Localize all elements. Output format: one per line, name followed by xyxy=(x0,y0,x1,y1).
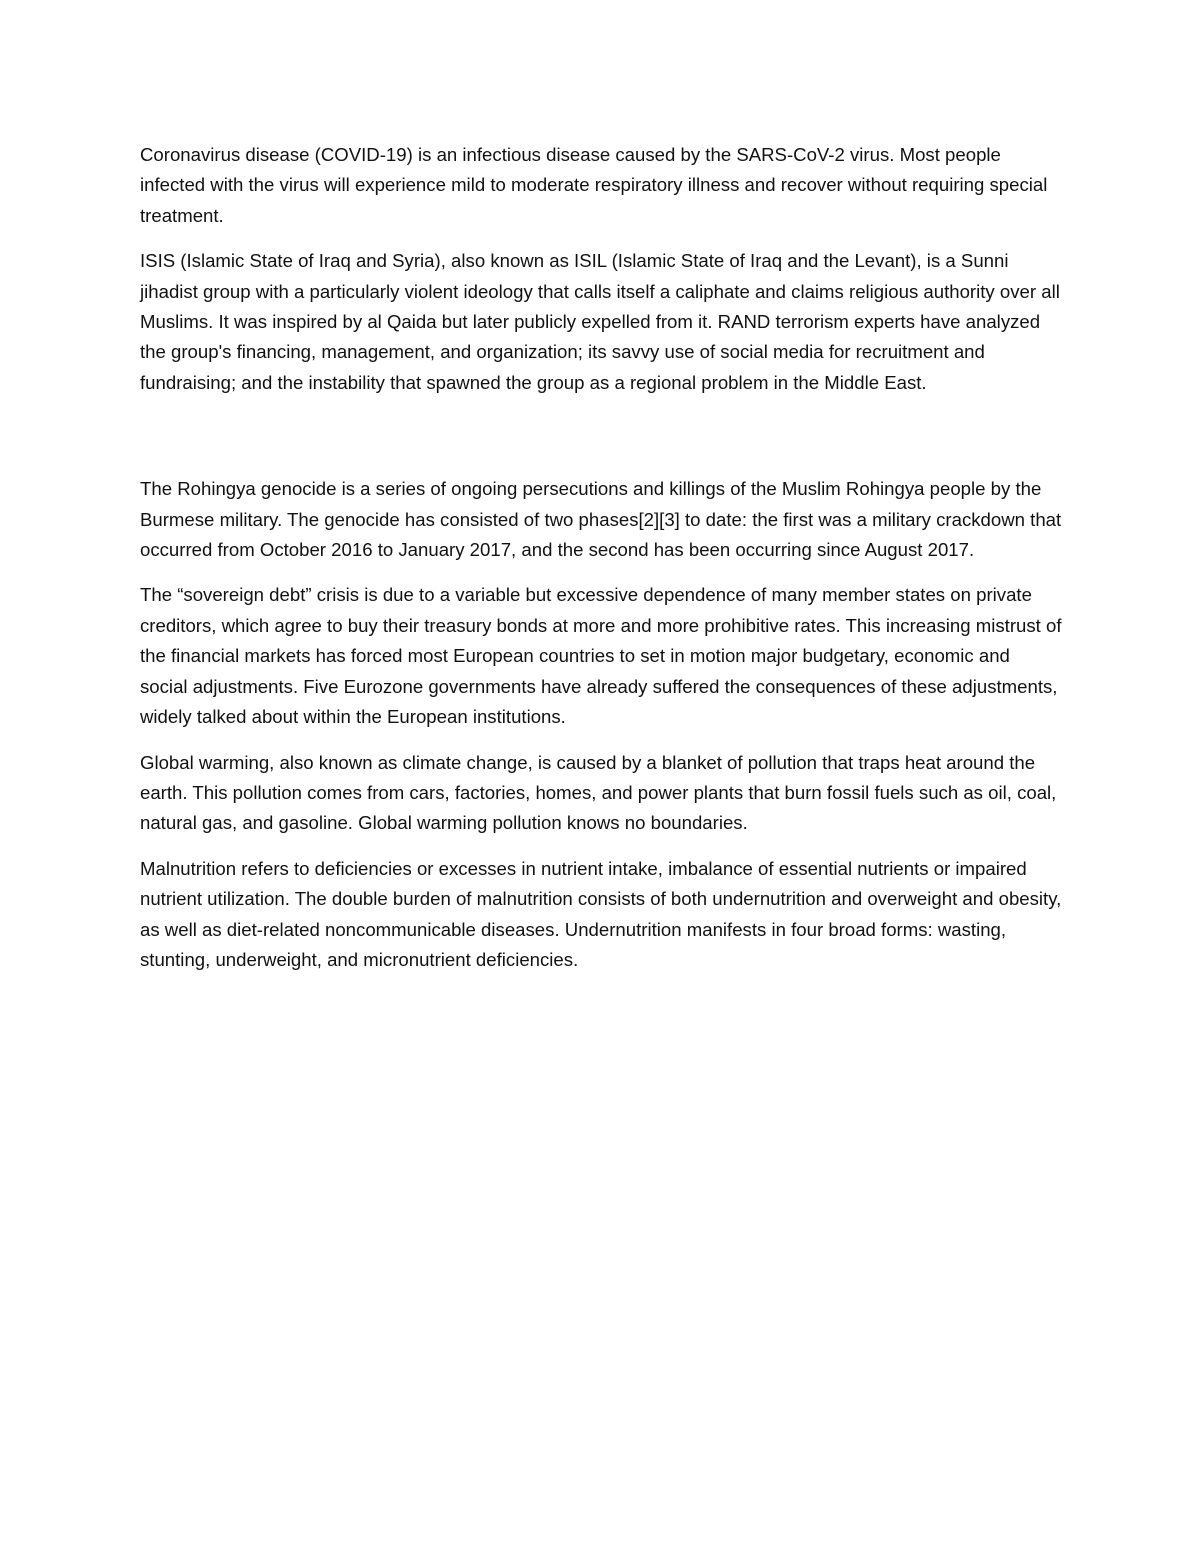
paragraph-rohingya: The Rohingya genocide is a series of ongoing persecutions and killings of the Muslim Rohingya people by the Burmese military. The genocide has consisted of two phases[2][3] to date: the first was a military crackdown that occurred from October 2016 to January 2017, and the second has been occurring since August 2017. xyxy=(140,478,1062,561)
paragraph-covid: Coronavirus disease (COVID-19) is an infectious disease caused by the SARS-CoV-2 virus. Most people infected with the virus will experience mild to moderate respiratory illness and recover without requiring special treatment. xyxy=(140,144,1048,226)
paragraph-isis: ISIS (Islamic State of Iraq and Syria), also known as ISIL (Islamic State of Iraq and the Levant), is a Sunni jihadist group with a particularly violent ideology that calls itself a caliphate and claims religious authority over all Muslims. It was inspired by al Qaida but later publicly expelled from it. RAND terrorism experts have analyzed the group's financing, management, and organization; its savvy use of social media for recruitment and fundraising; and the instability that spawned the group as a regional problem in the Middle East. xyxy=(140,250,1060,393)
paragraph-global-warming: Global warming, also known as climate change, is caused by a blanket of pollution that traps heat around the earth. This pollution comes from cars, factories, homes, and power plants that burn fossil fuels such as oil, coal, natural gas, and gasoline. Global warming pollution knows no boundaries. xyxy=(140,751,1057,834)
paragraph-malnutrition: Malnutrition refers to deficiencies or excesses in nutrient intake, imbalance of essential nutrients or impaired nutrient utilization. The double burden of malnutrition consists of both undernutrition and overweight and obesity, as well as diet-related noncommunicable diseases. Undernutrition manifests in four broad forms: wasting, stunting, underweight, and micronutrient deficiencies. xyxy=(140,857,1062,970)
document-body xyxy=(140,140,1062,990)
paragraph-sovereign-debt: The “sovereign debt” crisis is due to a variable but excessive dependence of many member states on private creditors, which agree to buy their treasury bonds at more and more prohibitive rates. This increasing mistrust of the financial markets has forced most European countries to set in motion major budgetary, economic and social adjustments. Five Eurozone governments have already suffered the consequences of these adjustments, widely talked about within the European institutions. xyxy=(140,584,1062,728)
